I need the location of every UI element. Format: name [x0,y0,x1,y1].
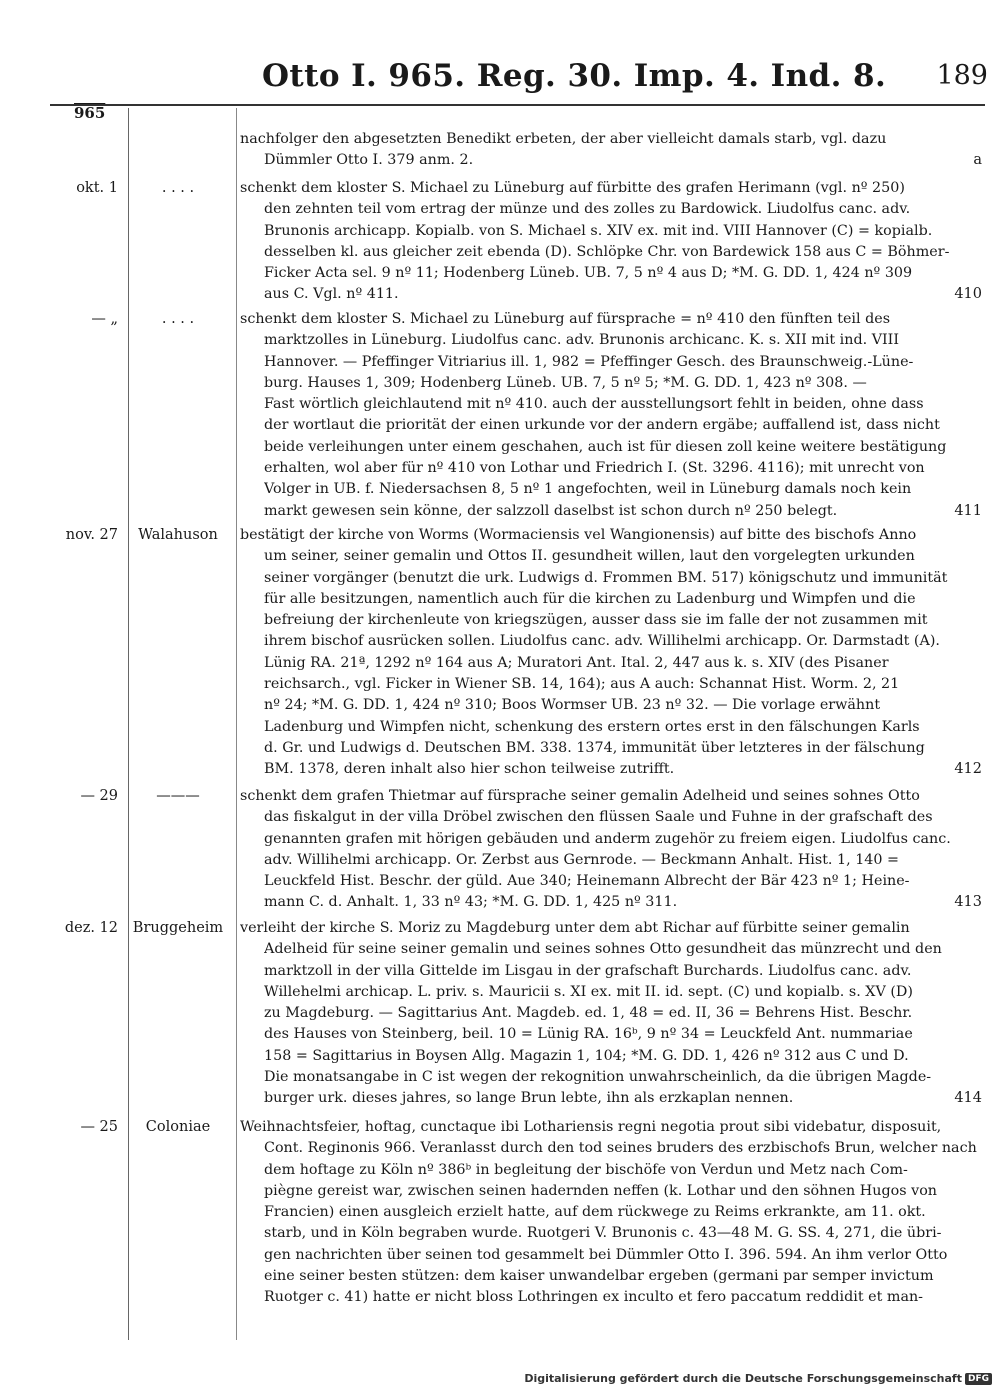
entry-text-line [264,352,984,373]
entry-date: dez. 12 [64,920,118,936]
entry-text-line [264,479,984,500]
entry-line-text: burger urk. dieses jahres, so lange Brun lebte, ihn als erzkaplan nennen. [264,1090,794,1107]
entry-text-line [264,501,984,522]
regest-number: 413 [954,894,982,911]
entry-line-text: Leuckfeld Hist. Beschr. der güld. Aue 340; Heinemann Albrecht der Bär 423 nº 1; Heine- [264,873,910,890]
entry-line-text: für alle besitzungen, namentlich auch für die kirchen zu Ladenburg und Wimpfen und die [264,590,916,607]
entry-line-text: Dümmler Otto I. 379 anm. 2. [264,152,474,169]
entry-text-line [264,717,984,738]
entry-place: Walahuson [138,527,218,543]
entry-line-text: adv. Willihelmi archicapp. Or. Zerbst aus Gernrode. — Beckmann Anhalt. Hist. 1, 140 = [264,851,900,868]
entry-text-line [240,309,984,330]
entry-text [240,129,984,172]
column-rule-place [236,108,237,1340]
entry-line-text: desselben kl. aus gleicher zeit ebenda (D). Schlöpke Chr. von Bardewick 158 aus C = Böhmer- [264,243,950,260]
entry-text-line [264,892,984,913]
footer-credit-text: Digitalisierung gefördert durch die Deutsche Forschungsgemeinschaft [524,1372,962,1385]
entry-line-text: das fiskalgut in der villa Dröbel zwischen den flüssen Saale und Fuhne in der grafschaft des [264,809,933,826]
entry-text-line [264,221,984,242]
entry-place: Bruggeheim [132,920,224,936]
entry-date: nov. 27 [65,527,118,543]
entry-text-line [264,850,984,871]
entry-text-line [264,871,984,892]
entry-text-line [240,129,984,150]
entry-line-text: dem hoftage zu Köln nº 386ᵇ in begleitung der bischöfe von Verdun und Metz nach Com- [264,1161,908,1178]
entry-line-text: Lünig RA. 21ª, 1292 nº 164 aus A; Muratori Ant. Ital. 2, 447 aus k. s. XIV (des Pisaner [264,654,889,671]
entry-line-text: der wortlaut die priorität der einen urkunde vor der andern ergäbe; auffallend ist, dass nicht [264,417,940,434]
regest-number [982,1287,984,1308]
entry-text-line [264,1160,984,1181]
entry-line-text: des Hauses von Steinberg, beil. 10 = Lünig RA. 16ᵇ, 9 nº 34 = Leuckfeld Ant. nummariae [264,1026,913,1043]
entry-text-line [264,284,984,305]
entry-text-line [264,1287,984,1308]
entry-line-text: markt gewesen sein könne, der salzzoll daselbst ist schon durch nº 250 belegt. [264,502,838,519]
entry-text-line [264,1223,984,1244]
entry-date: okt. 1 [76,180,118,196]
entry-text-line [264,1024,984,1045]
entry-text-line [264,1181,984,1202]
column-rule-date [128,108,129,1340]
entry-line-text: zu Magdeburg. — Sagittarius Ant. Magdeb. ed. 1, 48 = ed. II, 36 = Behrens Hist. Beschr. [264,1005,913,1022]
entry-text-line [264,829,984,850]
entry-line-text: Ladenburg und Wimpfen nicht, schenkung des erstern ortes erst in den fälschungen Karls [264,718,920,735]
entry-text-line [264,330,984,351]
entry-text-line [264,263,984,284]
entry-text-line [264,373,984,394]
entry-text-line [264,695,984,716]
entry-text-line [264,242,984,263]
regest-number: 414 [954,1090,982,1107]
entry-text-line [264,568,984,589]
entry-text-line [264,674,984,695]
entry-place: . . . . [161,180,195,196]
entry-line-text: bestätigt der kirche von Worms (Wormaciensis vel Wangionensis) auf bitte des bischofs Anno [240,527,917,543]
entry-line-text: BM. 1378, deren inhalt also hier schon teilweise zutrifft. [264,761,675,778]
entry-line-text: aus C. Vgl. nº 411. [264,286,399,303]
entry-line-text: um seiner, seiner gemalin und Ottos II. gesundheit willen, laut den vorgelegten urkunden [264,548,915,565]
entry-text-line [264,631,984,652]
entry-text-line [264,939,984,960]
entry-text [240,525,984,781]
entry-text-line [264,546,984,567]
entry-line-text: Volger in UB. f. Niedersachsen 8, 5 nº 1 angefochten, weil in Lüneburg damals noch kein [264,481,912,498]
entry-place: . . . . [161,311,195,327]
entry-line-text: Fast wörtlich gleichlautend mit nº 410. auch der ausstellungsort fehlt in beiden, ohne dass [264,396,924,413]
entry-text-line [264,437,984,458]
entry-text-line [264,961,984,982]
entry-text-line [264,1245,984,1266]
regest-number: a [973,152,982,169]
entry-text [240,178,984,306]
entry-text [240,309,984,522]
entry-text-line [264,150,984,171]
entry-line-text: mann C. d. Anhalt. 1, 33 nº 43; *M. G. DD. 1, 425 nº 311. [264,894,678,911]
entry-date: — „ [91,311,118,327]
entry-line-text: Die monatsangabe in C ist wegen der rekognition unwahrscheinlich, da die übrigen Magde- [264,1069,932,1086]
year-label: 965 [74,104,106,122]
entry-text-line [264,1138,984,1159]
entry-line-text: den zehnten teil vom ertrag der münze und des zolles zu Bardowick. Liudolfus canc. adv. [264,201,911,218]
entry-line-text: seiner vorgänger (benutzt die urk. Ludwigs d. Frommen BM. 517) königschutz und immunität [264,569,948,586]
entry-line-text: piègne gereist war, zwischen seinen hadernden neffen (k. Lothar und den söhnen Hugos von [264,1182,938,1199]
entry-text-line [240,918,984,939]
entry-text-line [240,1117,984,1138]
entry-line-text: befreiung der kirchenleute von kriegszügen, ausser dass sie im falle der not zusammen mit [264,612,928,629]
running-title: Otto I. 965. Reg. 30. Imp. 4. Ind. 8. [262,58,887,94]
entry-line-text: reichsarch., vgl. Ficker in Wiener SB. 14, 164); aus A auch: Schannat Hist. Worm. 2, 21 [264,676,900,693]
entry-line-text: d. Gr. und Ludwigs d. Deutschen BM. 338. 1374, immunität über letzteres in der fälschung [264,739,925,756]
entry-text-line [240,525,984,546]
entry-line-text: nachfolger den abgesetzten Benedikt erbeten, der aber vielleicht damals starb, vgl. dazu [240,131,887,147]
entry-line-text: starb, und in Köln begraben wurde. Ruotgeri V. Brunonis c. 43—48 M. G. SS. 4, 271, die übri- [264,1225,942,1242]
entry-date: — 29 [80,788,118,804]
entry-line-text: marktzolles in Lüneburg. Liudolfus canc. adv. Brunonis archicanc. K. s. XII mit ind. VIII [264,332,899,349]
entry-line-text: beide verleihungen unter einem geschahen, auch ist für diesen zoll keine weitere bestätigung [264,438,947,455]
entry-text-line [264,199,984,220]
entry-line-text: Ficker Acta sel. 9 nº 11; Hodenberg Lüneb. UB. 7, 5 nº 4 aus D; *M. G. DD. 1, 424 nº 309 [264,265,913,282]
entry-text [240,918,984,1110]
entry-text-line [264,653,984,674]
entry-text-line [264,610,984,631]
entry-text [240,1117,984,1309]
entry-line-text: gen nachrichten über seinen tod gesammelt bei Dümmler Otto I. 396. 594. An ihm verlor Otto [264,1246,948,1263]
dfg-logo: DFG [965,1373,992,1385]
entry-place: Coloniae [145,1119,211,1135]
entry-line-text: nº 24; *M. G. DD. 1, 424 nº 310; Boos Wormser UB. 23 nº 32. — Die vorlage erwähnt [264,697,881,714]
entry-text-line [264,807,984,828]
entry-text-line [240,786,984,807]
entry-line-text: schenkt dem kloster S. Michael zu Lüneburg auf fürsprache = nº 410 den fünften teil des [240,311,891,327]
entry-text-line [264,1046,984,1067]
entry-line-text: Francien) einen ausgleich erzielt hatte, auf dem rückwege zu Reims erkrankte, am 11. okt. [264,1204,926,1221]
entry-text-line [264,1003,984,1024]
page-number: 189 [936,60,988,91]
regest-number: 412 [954,761,982,778]
entry-line-text: erhalten, wol aber für nº 410 von Lothar und Friedrich I. (St. 3296. 4116); mit unrecht von [264,460,925,477]
entry-line-text: genannten grafen mit hörigen gebäuden und anderm zugehör zu freiem eigen. Liudolfus canc. [264,830,951,847]
entry-text-line [240,178,984,199]
entry-text-line [264,759,984,780]
entry-place: ——— [156,788,200,804]
entry-line-text: Ruotger c. 41) hatte er nicht bloss Lothringen ex inculto et fero paccatum reddidit et man- [264,1289,924,1306]
entry-text [240,786,984,914]
entry-text-line [264,458,984,479]
entry-text-line [264,1088,984,1109]
entry-line-text: Hannover. — Pfeffinger Vitriarius ill. 1, 982 = Pfeffinger Gesch. des Braunschweig.-Lüne- [264,353,914,370]
entry-line-text: Weihnachtsfeier, hoftag, cunctaque ibi Lothariensis regni negotia prout sibi videbatur, disposuit, [240,1119,942,1135]
entry-text-line [264,1202,984,1223]
regest-number: 410 [954,286,982,303]
entry-line-text: eine seiner besten stützen: dem kaiser unwandelbar ergeben (germani par semper invictum [264,1268,934,1285]
footer-credit [524,1372,992,1385]
entry-text-line [264,589,984,610]
entry-line-text: ihrem bischof ausrücken sollen. Liudolfus canc. adv. Willihelmi archicapp. Or. Darmstadt (A). [264,633,940,650]
entry-text-line [264,738,984,759]
header-rule [50,104,985,106]
entry-text-line [264,1067,984,1088]
entry-text-line [264,982,984,1003]
entry-line-text: verleiht der kirche S. Moriz zu Magdeburg unter dem abt Richar auf fürbitte seiner gemalin [240,920,910,936]
entry-text-line [264,415,984,436]
entry-text-line [264,394,984,415]
entry-text-line [264,1266,984,1287]
entry-line-text: schenkt dem grafen Thietmar auf fürsprache seiner gemalin Adelheid und seines sohnes Otto [240,788,920,804]
entry-line-text: Willehelmi archicap. L. priv. s. Mauricii s. XI ex. mit II. id. sept. (C) und kopialb. s. XV (D) [264,983,913,1000]
page-header [0,58,1000,98]
entry-line-text: Brunonis archicapp. Kopialb. von S. Michael s. XIV ex. mit ind. VIII Hannover (C) = kopialb. [264,222,933,239]
regest-number: 411 [954,502,982,519]
entry-line-text: Cont. Reginonis 966. Veranlasst durch den tod seines bruders des erzbischofs Brun, welcher nach [264,1140,977,1157]
entry-line-text: Adelheid für seine seiner gemalin und seines sohnes Otto gesundheit das münzrecht und den [264,941,942,958]
entry-line-text: schenkt dem kloster S. Michael zu Lüneburg auf fürbitte des grafen Herimann (vgl. nº 250) [240,180,905,196]
entry-line-text: burg. Hauses 1, 309; Hodenberg Lüneb. UB. 7, 5 nº 5; *M. G. DD. 1, 423 nº 308. — [264,374,867,391]
entry-date: — 25 [80,1119,118,1135]
entry-line-text: 158 = Sagittarius in Boysen Allg. Magazin 1, 104; *M. G. DD. 1, 426 nº 312 aus C und D. [264,1047,909,1064]
entry-line-text: marktzoll in der villa Gittelde im Lisgau in der grafschaft Burchards. Liudolfus canc. adv. [264,962,912,979]
